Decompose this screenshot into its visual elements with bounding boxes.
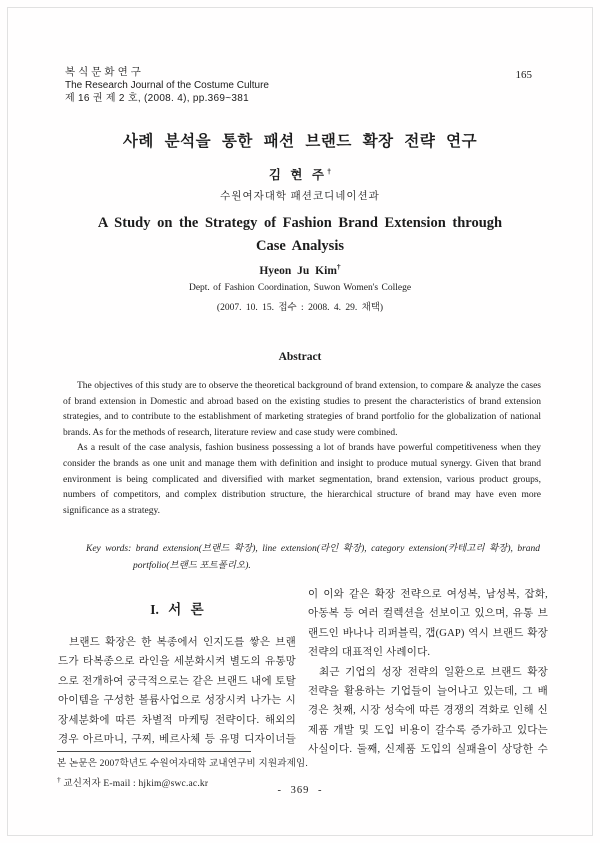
affiliation-english: Dept. of Fashion Coordination, Suwon Women's College [188,283,412,293]
dagger-mark: † [327,166,332,176]
keywords-text: brand extension(브랜드 확장), line extension(라인 확장), category extension(카테고리 확장), brand portfolio(브랜드 포트폴리오). [133,544,541,571]
left-column-text [58,633,296,749]
right-column-text [308,585,548,760]
keywords-line [86,541,540,574]
journal-name-korean: 복식문화연구 [65,66,144,78]
body-text-line: 아동복 등 여러 컬렉션을 선보이고 있으며, 유통 브 [308,608,548,620]
page-number-top: 165 [515,69,532,81]
body-text-line: 경우 아르마니, 구찌, 베르사체 등 유명 디자이너들 [58,733,296,745]
author-korean-text: 김 현 주 [268,168,327,182]
journal-issue-info: 제 16 권 제 2 호, (2008. 4), pp.369~381 [65,93,249,104]
introduction-columns [58,585,548,760]
right-column [308,585,548,760]
affiliation-korean: 수원여자대학 패션코디네이션과 [220,191,380,202]
article-title-english [0,212,600,257]
body-text-line: 장세분화에 따른 차별적 마케팅 전략이다. 해외의 [58,714,296,726]
page-number-bottom: - 369 - [277,785,323,796]
dagger-mark: † [336,262,341,271]
body-text-line: 이 이와 같은 확장 전략으로 여성복, 남성복, 잡화, [308,589,548,600]
body-text-line: 브랜드 확장은 한 복종에서 인지도를 쌓은 브랜 [69,637,296,648]
abstract-body [63,379,541,519]
author-english-text: Hyeon Ju Kim [259,264,337,277]
body-text-line: 최근 기업의 성장 전략의 일환으로 브랜드 확장 [319,666,548,678]
body-text-line: 경은 첫째, 시장 성숙에 따른 경쟁의 격화로 인해 신 [308,705,548,717]
footnote-funding-note: 본 논문은 2007학년도 수원여자대학 교내연구비 지원과제임. [57,759,308,769]
keywords-label: Key words: [86,544,132,554]
article-title-korean: 사례 분석을 통한 패션 브랜드 확장 전략 연구 [122,133,478,150]
received-accepted-dates: (2007. 10. 15. 접수 : 2008. 4. 29. 채택) [216,303,384,313]
corresponding-author-email: 교신저자 E-mail : hjkim@swc.ac.kr [63,779,209,790]
abstract-heading: Abstract [278,351,322,363]
body-text-line: 제품 개발 및 도입 비용이 갈수록 증가하고 있다는 [308,724,548,736]
dagger-mark: † [57,775,61,784]
abstract-paragraph: The objectives of this study are to observe the theoretical background of brand extension, to compare & analyze the cases of brand extension in Domestic and abroad based on the existing studies to present the characteristics of brand extension strategies, and to contribute to the establishment of marketing strategies of brand portfolio for the globalization of national brands. As for the methods of research, literature review and case study were combined. [63,381,541,438]
body-text-line: 랜드인 바나나 리퍼블릭, 갭(GAP) 역시 브랜드 확장 [308,627,548,639]
body-text-line: 드가 타복종으로 라인을 세분화시켜 별도의 유통망 [58,656,296,668]
abstract-paragraph: As a result of the case analysis, fashion business possessing a lot of brands have powerful competitiveness when they consider the brands as one unit and manage them with definition and insight to produce mutual synergy. Given that brand environment is being complicated and diversified with market segmentation, brand extension, various product groups, numbers of competitors, and complex distribution structure, the hierarchical structure of brand may have even more significance as a strategy. [63,443,541,516]
author-name-english [0,262,600,277]
body-text-line: 사실이다. 둘째, 신제품 도입의 실패율이 상당한 수 [308,744,548,756]
journal-name-english: The Research Journal of the Costume Culture [65,80,269,91]
left-column [58,585,296,760]
author-name-korean [0,165,600,183]
footnote-divider [57,751,251,752]
body-text-line: 전략을 활용하는 기업들이 늘어나고 있는데, 그 배 [308,685,548,697]
body-text-line: 전략의 대표적인 사례이다. [308,647,431,659]
body-text-line: 아이템을 구성한 볼륨사업으로 성장시켜 나가는 시 [58,695,296,707]
journal-header [58,66,545,105]
section-heading-introduction: I. 서 론 [150,602,204,617]
article-title-english-text: A Study on the Strategy of Fashion Brand Extension through Case Analysis [97,215,503,254]
journal-info-block [65,66,269,105]
body-text-line: 으로 전개하여 궁극적으로는 같은 브랜드 내에 토탈 [58,675,296,687]
